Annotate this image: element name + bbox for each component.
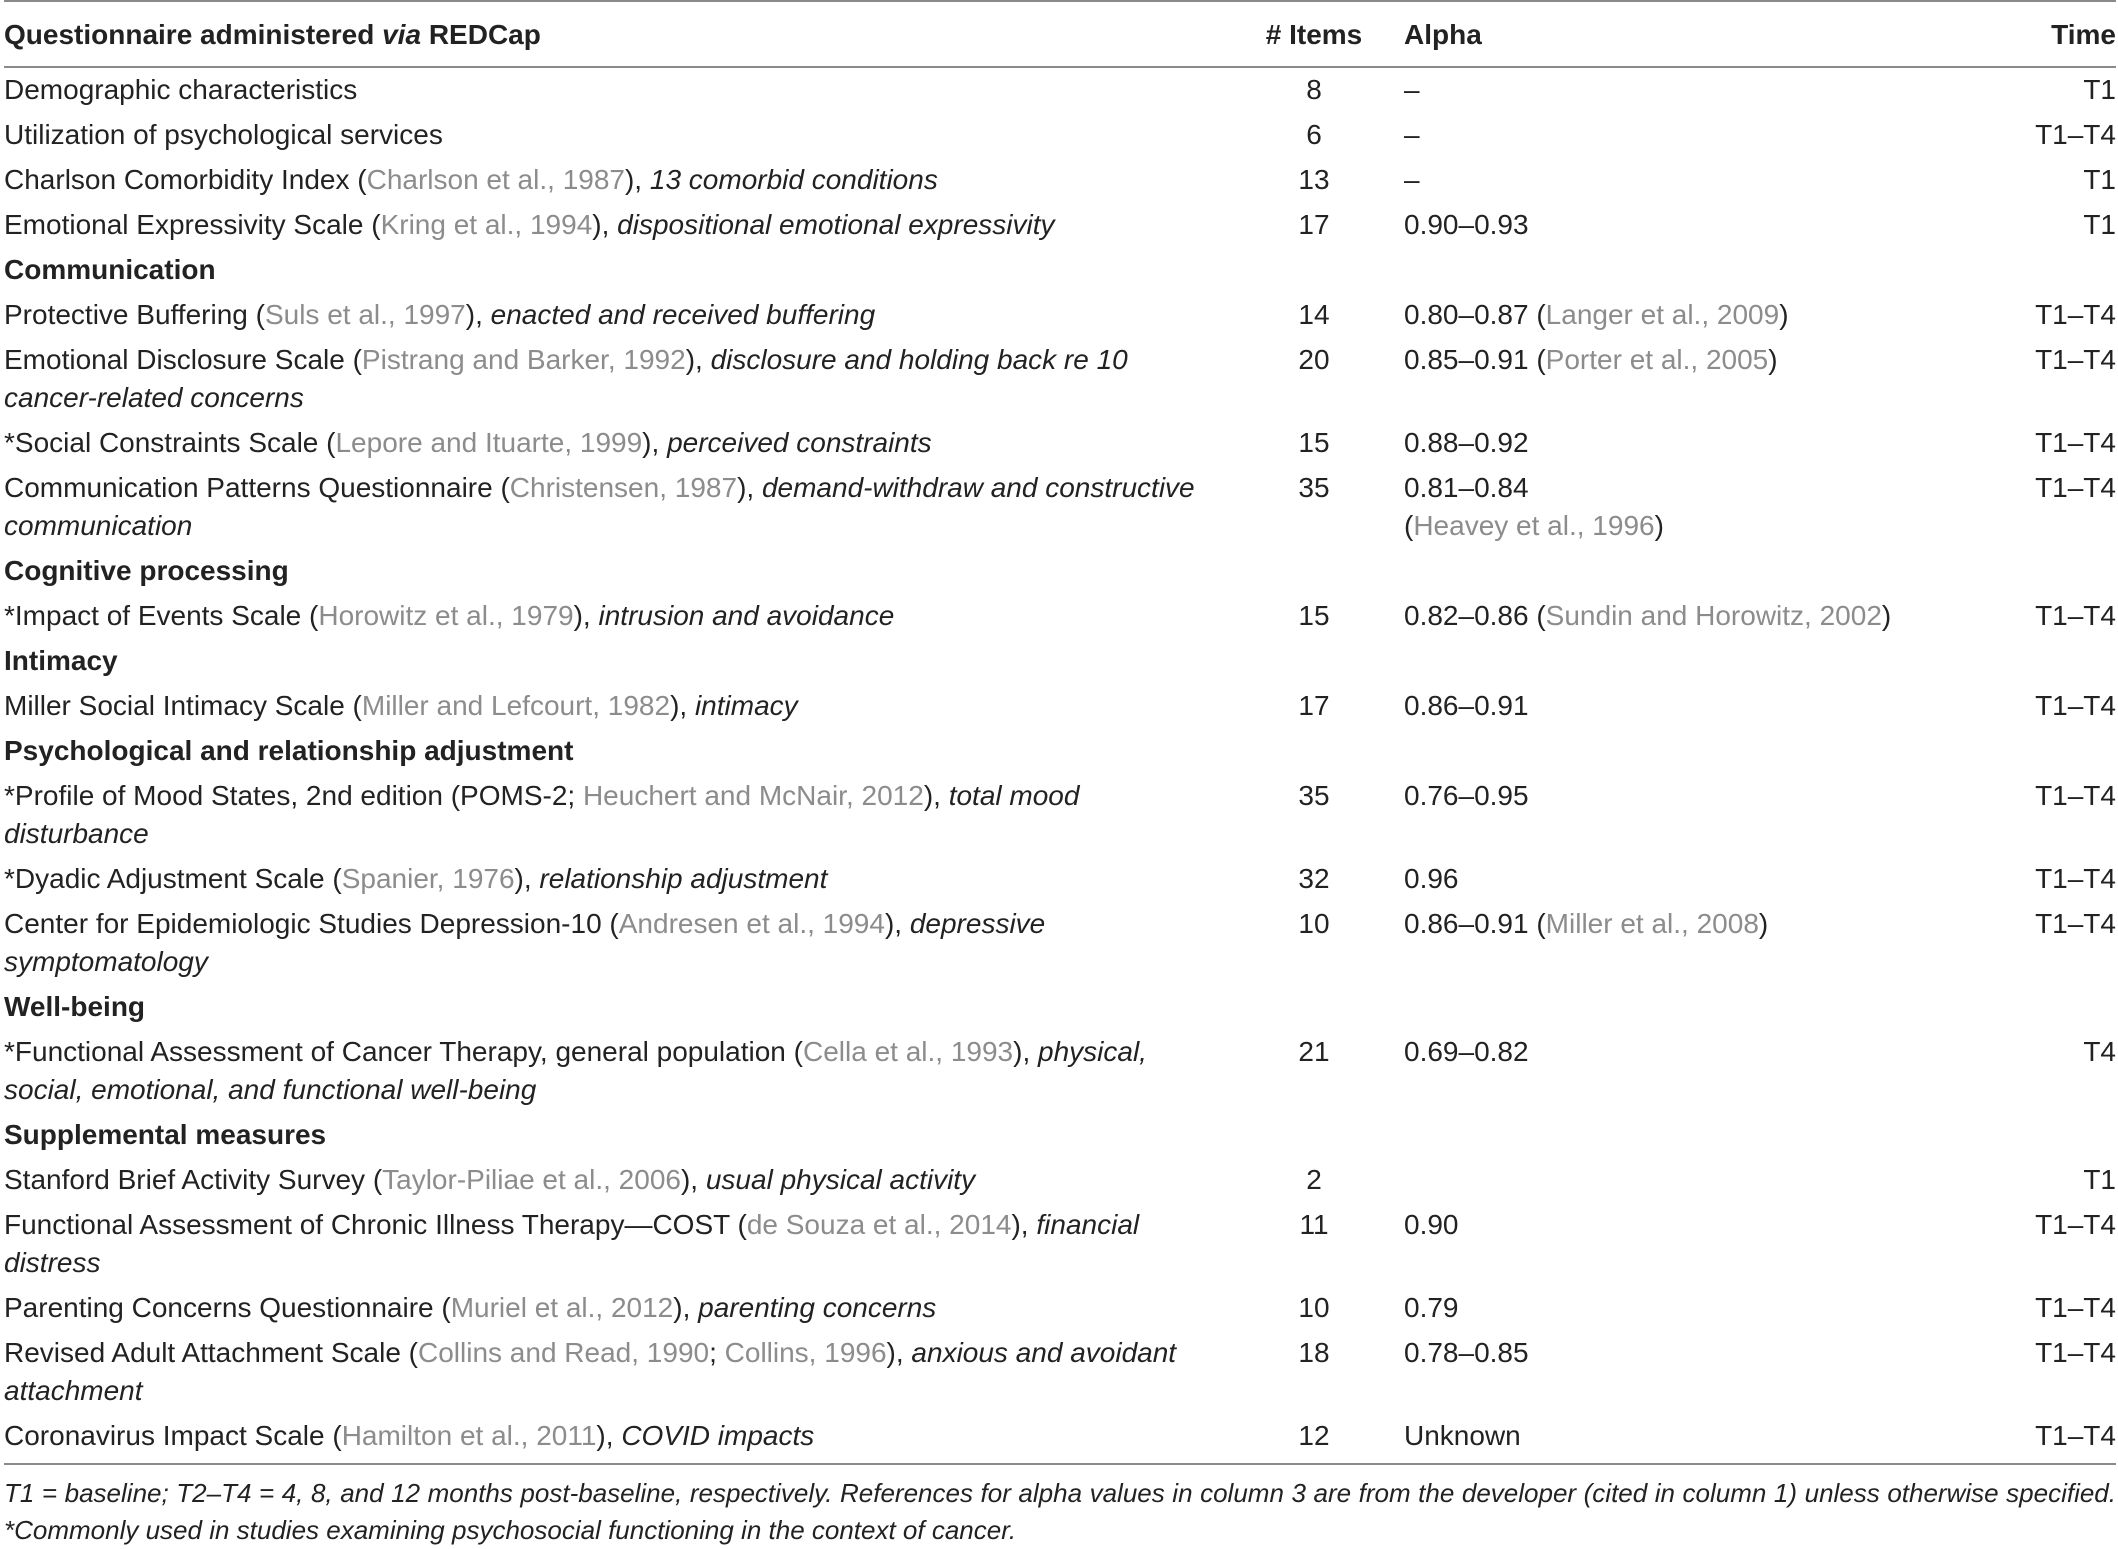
measure-description: perceived constraints [667, 427, 932, 458]
table-row [4, 1030, 2116, 1113]
citation-ref: Horowitz et al., 1979 [318, 600, 574, 631]
table-row [4, 684, 2116, 729]
citation-ref: Kring et al., 1994 [380, 209, 593, 240]
questionnaire-name: Protective Buffering ( [4, 299, 265, 330]
header-questionnaire-via: via [382, 19, 422, 50]
table-row [4, 902, 2116, 985]
measure-description: dispositional emotional expressivity [617, 209, 1055, 240]
time-cell: T1–T4 [2035, 344, 2116, 375]
questionnaire-cell [4, 1331, 1224, 1414]
citation-separator: ), [923, 780, 949, 811]
section-row [4, 248, 2116, 293]
measure-description: depressive symptomatology [4, 908, 1046, 977]
citation-ref: Muriel et al., 2012 [450, 1292, 674, 1323]
time-cell: T4 [2083, 1036, 2116, 1067]
time-cell: T1 [2083, 164, 2116, 195]
table-row [4, 466, 2116, 549]
time-cell: T1 [2083, 209, 2116, 240]
section-row [4, 549, 2116, 594]
table-row [4, 158, 2116, 203]
time-cell: T1 [2083, 74, 2116, 105]
table-row [4, 594, 2116, 639]
alpha-cell [1404, 421, 1944, 466]
header-questionnaire-text: Questionnaire administered [4, 19, 383, 50]
section-heading: Supplemental measures [4, 1119, 327, 1150]
alpha-citation: Heavey et al., 1996 [1413, 510, 1655, 541]
alpha-cell [1404, 113, 1944, 158]
items-cell: 10 [1298, 908, 1330, 939]
alpha-value: 0.76–0.95 [1404, 780, 1529, 811]
items-cell: 12 [1224, 1414, 1404, 1464]
alpha-cell [1404, 1414, 1944, 1464]
items-cell: 32 [1298, 863, 1330, 894]
citation-ref: Cella et al., 1993 [802, 1036, 1014, 1067]
citation-ref: Suls et al., 1997 [264, 299, 466, 330]
citation-separator: ), [737, 472, 762, 503]
items-cell: 11 [1299, 1209, 1329, 1240]
alpha-value: Unknown [1404, 1420, 1521, 1451]
items-cell: 2 [1306, 1164, 1322, 1195]
alpha-cell [1404, 1158, 1944, 1203]
questionnaire-name: *Dyadic Adjustment Scale ( [4, 863, 342, 894]
measure-description: financial distress [4, 1209, 1140, 1278]
section-heading: Psychological and relationship adjustment [4, 735, 574, 766]
alpha-citation: Langer et al., 2009 [1545, 299, 1780, 330]
alpha-cell [1404, 1286, 1944, 1331]
measure-description: physical, social, emotional, and functional well-being [4, 1036, 1147, 1105]
citation-separator: ; [709, 1337, 725, 1368]
items-cell: 8 [1306, 74, 1322, 105]
table-row [4, 203, 2116, 248]
measure-description: 13 comorbid conditions [649, 164, 938, 195]
citation-separator: ), [884, 908, 910, 939]
measure-description: demand-withdraw and constructive communication [4, 472, 1195, 541]
alpha-value: 0.78–0.85 [1404, 1337, 1529, 1368]
citation-separator: ), [670, 690, 695, 721]
alpha-citation-close: ) [1779, 299, 1789, 330]
table-row [4, 1203, 2116, 1286]
alpha-value: 0.85–0.91 ( [1404, 344, 1546, 375]
time-cell: T1–T4 [2035, 427, 2116, 458]
table-row [4, 1331, 2116, 1414]
citation-ref: de Souza et al., 2014 [746, 1209, 1012, 1240]
citation-ref: Charlson et al., 1987 [366, 164, 625, 195]
alpha-value: 0.96 [1404, 863, 1459, 894]
time-cell: T1–T4 [2035, 908, 2116, 939]
header-time: Time [1944, 1, 2116, 67]
questionnaire-name: *Profile of Mood States, 2nd edition (POMS-2; [4, 780, 583, 811]
items-cell: 17 [1298, 690, 1330, 721]
measure-description: enacted and received buffering [490, 299, 876, 330]
questionnaire-name: Charlson Comorbidity Index ( [4, 164, 367, 195]
questionnaire-name: Coronavirus Impact Scale ( [4, 1420, 342, 1451]
header-items: # Items [1224, 1, 1404, 67]
citation-separator: ), [592, 209, 618, 240]
alpha-value: 0.80–0.87 ( [1404, 299, 1546, 330]
questionnaire-name: *Social Constraints Scale ( [4, 427, 336, 458]
measure-description: COVID impacts [621, 1420, 815, 1451]
citation-separator: ), [673, 1292, 699, 1323]
citation-separator: ), [1011, 1209, 1037, 1240]
alpha-value: 0.90 [1404, 1209, 1459, 1240]
questionnaire-name: Demographic characteristics [4, 74, 358, 105]
table-row [4, 293, 2116, 338]
time-cell: T1–T4 [2035, 119, 2116, 150]
items-cell: 14 [1298, 299, 1330, 330]
citation-ref: Collins and Read, 1990 [418, 1337, 710, 1368]
alpha-cell [1404, 203, 1944, 248]
alpha-cell [1404, 594, 1944, 639]
header-alpha: Alpha [1404, 1, 1944, 67]
questionnaire-cell [4, 774, 1224, 857]
questionnaire-cell [4, 684, 1224, 729]
time-cell: T1–T4 [2035, 780, 2116, 811]
time-cell: T1–T4 [2035, 863, 2116, 894]
citation-separator: ), [886, 1337, 912, 1368]
citation-ref: Hamilton et al., 2011 [341, 1420, 597, 1451]
citation-ref: Spanier, 1976 [341, 863, 515, 894]
table-footnote: T1 = baseline; T2–T4 = 4, 8, and 12 months post-baseline, respectively. References for alpha values in column 3 are from the developer (cited in column 1) unless otherwise specified. *Commonly used in studies examining psychosocial functioning in the context of cancer. [4, 1478, 2116, 1545]
alpha-cell [1404, 1331, 1944, 1414]
items-cell: 6 [1306, 119, 1322, 150]
citation-ref: Christensen, 1987 [509, 472, 738, 503]
alpha-value: 0.79 [1404, 1292, 1459, 1323]
section-row [4, 1113, 2116, 1158]
section-row [4, 639, 2116, 684]
questionnaire-cell [4, 1030, 1224, 1113]
header-questionnaire [4, 1, 1224, 67]
measure-description: parenting concerns [698, 1292, 937, 1323]
alpha-value: – [1404, 164, 1420, 195]
citation-separator: ), [642, 427, 668, 458]
time-cell: T1–T4 [2035, 690, 2116, 721]
questionnaire-cell [4, 421, 1224, 466]
questionnaire-name: Revised Adult Attachment Scale ( [4, 1337, 418, 1368]
table-row [4, 1158, 2116, 1203]
citation-ref: Pistrang and Barker, 1992 [361, 344, 686, 375]
section-row [4, 729, 2116, 774]
questionnaire-name: Functional Assessment of Chronic Illness Therapy—COST ( [4, 1209, 747, 1240]
questionnaire-name: *Impact of Events Scale ( [4, 600, 319, 631]
section-heading: Well-being [4, 991, 146, 1022]
items-cell: 20 [1298, 344, 1330, 375]
questionnaire-cell [4, 466, 1224, 549]
time-cell: T1–T4 [2035, 472, 2116, 503]
citation-separator: ), [465, 299, 491, 330]
questionnaire-cell [4, 338, 1224, 421]
citation-ref: Heuchert and McNair, 2012 [582, 780, 924, 811]
measure-description: usual physical activity [705, 1164, 976, 1195]
questionnaire-name: *Functional Assessment of Cancer Therapy, general population ( [4, 1036, 803, 1067]
alpha-citation-close: ) [1768, 344, 1778, 375]
table-body [4, 67, 2116, 1464]
alpha-cell [1404, 293, 1944, 338]
citation-separator: ), [596, 1420, 622, 1451]
alpha-citation-open: ( [1404, 510, 1414, 541]
citation-ref: Andresen et al., 1994 [618, 908, 885, 939]
citation-ref: Lepore and Ituarte, 1999 [335, 427, 643, 458]
alpha-cell [1404, 774, 1944, 857]
alpha-cell [1404, 857, 1944, 902]
time-cell: T1–T4 [1944, 1414, 2116, 1464]
time-cell: T1–T4 [2035, 1337, 2116, 1368]
table-row [4, 113, 2116, 158]
questionnaire-name: Parenting Concerns Questionnaire ( [4, 1292, 451, 1323]
alpha-value: 0.86–0.91 [1404, 690, 1529, 721]
alpha-cell [1404, 1030, 1944, 1113]
items-cell: 17 [1298, 209, 1330, 240]
citation-separator: ), [680, 1164, 706, 1195]
table-row [4, 857, 2116, 902]
time-cell: T1–T4 [2035, 1209, 2116, 1240]
questionnaire-cell [4, 594, 1224, 639]
table-row [4, 1414, 2116, 1464]
questionnaire-cell [4, 857, 1224, 902]
alpha-citation: Miller et al., 2008 [1545, 908, 1759, 939]
section-heading: Cognitive processing [4, 555, 289, 586]
items-cell: 13 [1298, 164, 1330, 195]
alpha-cell [1404, 158, 1944, 203]
alpha-citation: Sundin and Horowitz, 2002 [1545, 600, 1882, 631]
alpha-value: 0.82–0.86 ( [1404, 600, 1546, 631]
alpha-value: – [1404, 119, 1420, 150]
time-cell: T1–T4 [2035, 1292, 2116, 1323]
time-cell: T1–T4 [2035, 600, 2116, 631]
items-cell: 21 [1298, 1036, 1330, 1067]
measure-description: intimacy [694, 690, 798, 721]
questionnaire-name: Emotional Disclosure Scale ( [4, 344, 362, 375]
alpha-value: 0.90–0.93 [1404, 209, 1529, 240]
alpha-cell [1404, 684, 1944, 729]
questionnaire-name: Utilization of psychological services [4, 119, 443, 150]
citation-ref: Miller and Lefcourt, 1982 [361, 690, 671, 721]
questionnaire-cell [4, 1203, 1224, 1286]
alpha-value: 0.88–0.92 [1404, 427, 1529, 458]
table-row [4, 338, 2116, 421]
citation-separator: ), [573, 600, 599, 631]
items-cell: 15 [1298, 600, 1330, 631]
questionnaire-name: Stanford Brief Activity Survey ( [4, 1164, 383, 1195]
header-questionnaire-redcap: REDCap [421, 19, 541, 50]
alpha-citation: Porter et al., 2005 [1545, 344, 1769, 375]
measure-description: disclosure and holding back re 10 cancer-related concerns [4, 344, 1128, 413]
citation-separator: ), [1013, 1036, 1039, 1067]
alpha-cell [1404, 466, 1944, 549]
table-row [4, 1286, 2116, 1331]
questionnaire-cell [4, 113, 1224, 158]
questionnaire-name: Center for Epidemiologic Studies Depression-10 ( [4, 908, 619, 939]
table-header-row [4, 1, 2116, 67]
citation-separator: ), [624, 164, 650, 195]
time-cell: T1–T4 [2035, 299, 2116, 330]
questionnaire-table-figure [4, 0, 2116, 1549]
alpha-value: 0.81–0.84 [1404, 472, 1529, 503]
questionnaire-cell [4, 158, 1224, 203]
items-cell: 35 [1298, 472, 1330, 503]
measure-description: intrusion and avoidance [598, 600, 895, 631]
items-cell: 35 [1298, 780, 1330, 811]
citation-separator: ), [514, 863, 540, 894]
questionnaire-cell [4, 1286, 1224, 1331]
questionnaire-name: Emotional Expressivity Scale ( [4, 209, 381, 240]
alpha-cell [1404, 338, 1944, 421]
citation-ref: Collins, 1996 [724, 1337, 887, 1368]
alpha-cell [1404, 67, 1944, 113]
alpha-cell [1404, 902, 1944, 985]
alpha-value: 0.86–0.91 ( [1404, 908, 1546, 939]
alpha-value: – [1404, 74, 1420, 105]
questionnaire-name: Communication Patterns Questionnaire ( [4, 472, 510, 503]
items-cell: 18 [1298, 1337, 1330, 1368]
measure-description: relationship adjustment [539, 863, 828, 894]
measure-description: anxious and avoidant attachment [4, 1337, 1177, 1406]
questionnaire-cell [4, 902, 1224, 985]
time-cell: T1 [2083, 1164, 2116, 1195]
measure-description: total mood disturbance [4, 780, 1080, 849]
table-row [4, 67, 2116, 113]
items-cell: 10 [1298, 1292, 1330, 1323]
section-row [4, 985, 2116, 1030]
alpha-citation-close: ) [1758, 908, 1769, 939]
alpha-citation-close: ) [1881, 600, 1892, 631]
section-heading: Intimacy [4, 645, 118, 676]
alpha-citation-close: ) [1654, 510, 1664, 541]
questionnaire-cell [4, 203, 1224, 248]
citation-separator: ), [685, 344, 711, 375]
alpha-cell [1404, 1203, 1944, 1286]
questionnaire-cell [4, 1158, 1224, 1203]
table-row [4, 421, 2116, 466]
table-row [4, 774, 2116, 857]
alpha-value: 0.69–0.82 [1404, 1036, 1529, 1067]
citation-ref: Taylor-Piliae et al., 2006 [382, 1164, 681, 1195]
questionnaire-cell [4, 293, 1224, 338]
items-cell: 15 [1298, 427, 1330, 458]
questionnaire-table [4, 0, 2116, 1465]
questionnaire-name: Miller Social Intimacy Scale ( [4, 690, 362, 721]
questionnaire-cell [4, 1414, 1224, 1464]
questionnaire-cell [4, 67, 1224, 113]
section-heading: Communication [4, 254, 216, 285]
